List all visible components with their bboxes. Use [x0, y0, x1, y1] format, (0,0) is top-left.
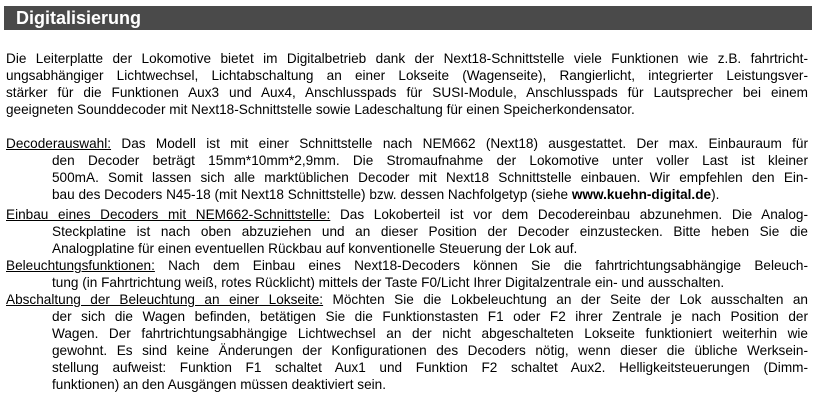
paragraph-line: Wagen. Der fahrtrichtungsabhängige Lichtwechsel an der nicht abgeschalteten Lokseite funktioniert weiterhin wie: [52, 326, 808, 341]
paragraph-text: ).: [711, 187, 720, 202]
lighting-shutoff-paragraph: [6, 291, 808, 393]
paragraph-first-line: [6, 206, 808, 223]
paragraph-text: bau des Decoders N45-18 (mit Next18 Schnittstelle) bzw. dessen Nachfolgetyp (siehe: [52, 187, 572, 202]
paragraph-first-line: [6, 257, 808, 274]
paragraph-line: [6, 186, 808, 203]
section-header-bar: [4, 6, 812, 30]
intro-line: ungsabhängiger Lichtwechsel, Lichtabschaltung an einer Lokseite (Wagenseite), Rangierlicht, integrierter Leistungsver-: [6, 68, 808, 83]
lighting-functions-heading: Beleuchtungsfunktionen:: [6, 258, 155, 273]
decoder-selection-heading: Decoderauswahl:: [6, 136, 112, 151]
decoder-installation-heading: Einbau eines Decoders mit NEM662-Schnittstelle:: [6, 207, 331, 222]
paragraph-line: der sich die Wagen befinden, betätigen Sie die Funktionstasten F1 oder F2 ihrer Zentrale je nach Position der: [52, 309, 808, 324]
paragraph-line: tung (in Fahrtrichtung weiß, rotes Rücklicht) mittels der Taste F0/Licht Ihrer Digitalzentrale ein- und ausschalten.: [52, 275, 725, 290]
paragraph-first-line: [6, 135, 808, 152]
paragraph-line: Steckplatine ist nach oben abzuziehen und an dieser Position der Decoder einzustecken. Bitte heben Sie die: [52, 224, 808, 239]
paragraph-text: Möchten Sie die Lokbeleuchtung an der Seite der Lok ausschalten an: [323, 292, 808, 307]
paragraph-line: stellung aufweist: Funktion F1 schaltet Aux1 und Funktion F2 schaltet Aux2. Helligkeitsteuerungen (Dimm-: [52, 360, 808, 375]
decoder-selection-paragraph: [6, 135, 808, 203]
paragraph-line: Analogplatine für einen eventuellen Rückbau auf konventionelle Steuerung der Lok auf.: [52, 241, 578, 256]
paragraph-text: Nach dem Einbau eines Next18-Decoders können Sie die fahrtrichtungsabhängige Beleuch-: [154, 258, 808, 273]
intro-line: stärker für die Funktionen Aux3 und Aux4, Anschlusspads für SUSI-Module, Anschlusspads für Lautsprecher bei einem: [6, 85, 808, 100]
section-title: Digitalisierung: [16, 8, 142, 28]
paragraph-line: den Decoder beträgt 15mm*10mm*2,9mm. Die Stromaufnahme der Lokomotive unter voller Last ist kleiner: [52, 153, 808, 168]
lighting-shutoff-heading: Abschaltung der Beleuchtung an einer Lokseite:: [6, 292, 324, 307]
paragraph-first-line: [6, 291, 808, 308]
paragraph-text: Das Modell ist mit einer Schnittstelle nach NEM662 (Next18) ausgestattet. Der max. Einbauraum für: [111, 136, 808, 151]
paragraph-line: 500mA. Somit lassen sich alle marktüblichen Decoder mit Next18 Schnittstelle einbauen. Wir empfehlen den Ein-: [52, 170, 808, 185]
paragraph-line: funktionen) an den Ausgängen müssen deaktiviert sein.: [52, 377, 387, 392]
intro-line: geeigneten Sounddecoder mit Next18-Schnittstelle sowie Ladeschaltung für einen Speicherkondensator.: [6, 102, 635, 117]
paragraph-line: gewohnt. Es sind keine Änderungen der Konfigurationen des Decoders nötig, wenn dieser die übliche Werksein-: [52, 343, 808, 358]
paragraph-text: Das Lokoberteil ist vor dem Decodereinbau abzunehmen. Die Analog-: [330, 207, 809, 222]
kuehn-digital-link[interactable]: www.kuehn-digital.de: [571, 187, 712, 202]
decoder-installation-paragraph: [6, 206, 808, 257]
intro-line: Die Leiterplatte der Lokomotive bietet im Digitalbetrieb dank der Next18-Schnittstelle viele Funktionen wie z.B. fahrtricht-: [6, 51, 808, 66]
lighting-functions-paragraph: [6, 257, 808, 291]
intro-paragraph: [6, 50, 808, 118]
